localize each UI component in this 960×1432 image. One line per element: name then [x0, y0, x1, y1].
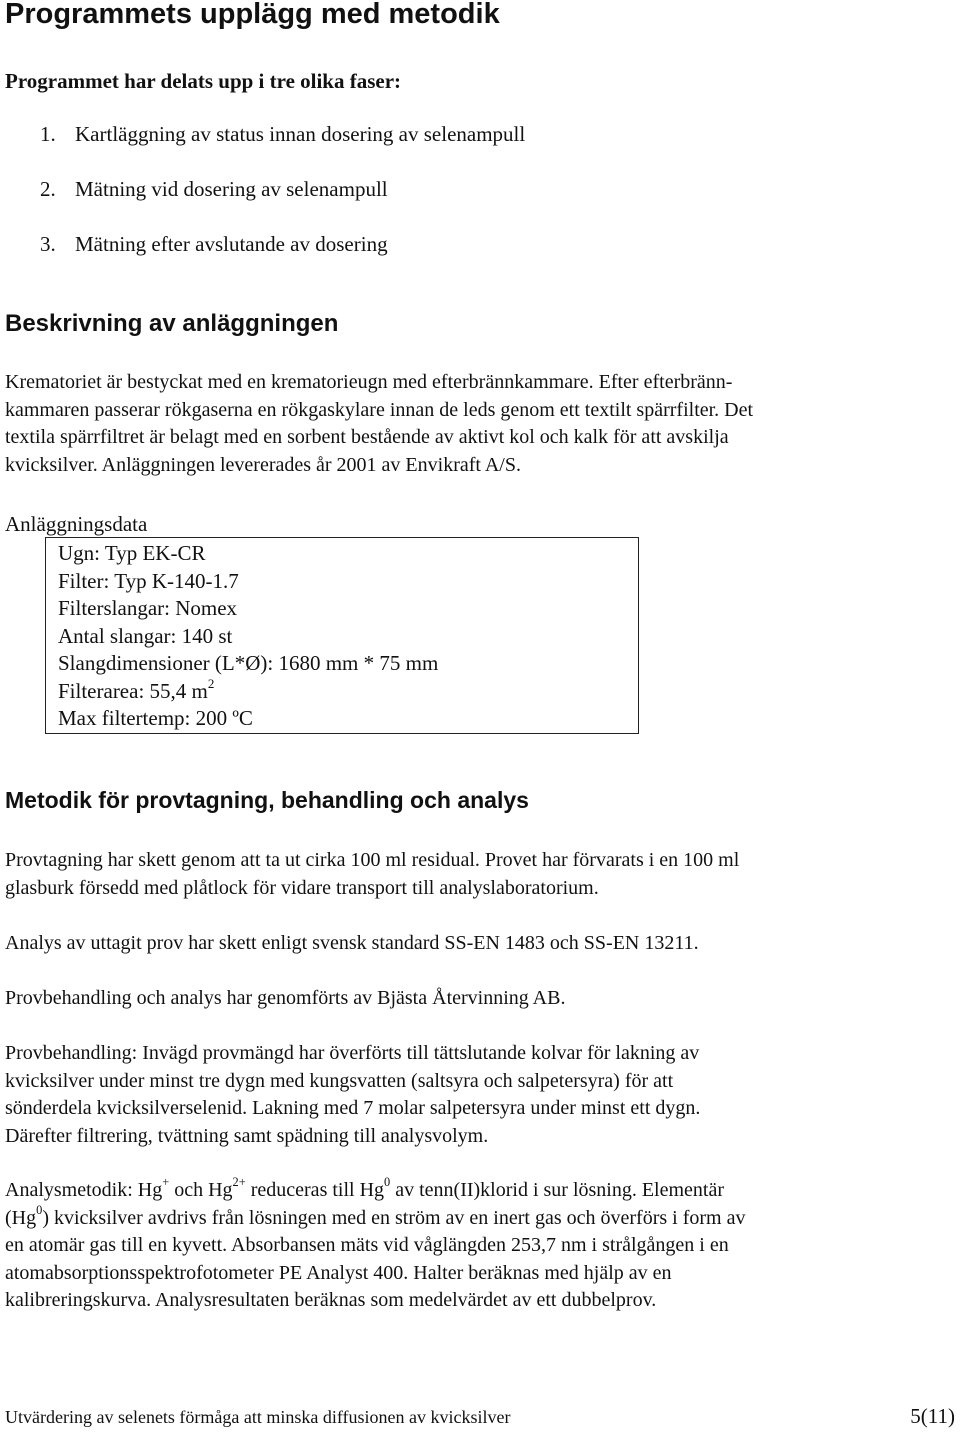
list-item — [40, 230, 525, 285]
text-line: kvicksilver. Anläggningen levererades år 2001 av Envikraft A/S. — [5, 453, 521, 476]
text-line: sönderdela kvicksilverselenid. Lakning med 7 molar salpetersyra under minst ett dygn. — [5, 1097, 701, 1119]
text-span: ) kvicksilver avdrivs från lösningen med en ström av en inert gas och överförs i form av — [42, 1206, 746, 1229]
sampling-paragraph — [5, 847, 739, 902]
facility-heading: Beskrivning av anläggningen — [5, 310, 339, 337]
facility-data-box — [45, 537, 639, 734]
facility-description — [5, 369, 753, 479]
list-number: 2. — [40, 177, 56, 201]
text-line: Därefter filtrering, tvättning samt spädning till analysvolym. — [5, 1124, 489, 1147]
text-line: glasburk försedd med plåtlock för vidare transport till analyslaboratorium. — [5, 876, 599, 899]
list-number: 3. — [40, 232, 56, 256]
data-filter: Filter: Typ K-140-1.7 — [58, 568, 239, 593]
text-line: kalibreringskurva. Analysresultaten beräknas som medelvärdet av ett dubbelprov. — [5, 1289, 657, 1311]
data-hose-count: Antal slangar: 140 st — [58, 623, 233, 648]
text-span: Analysmetodik: Hg — [5, 1179, 163, 1201]
data-max-temp: Max filtertemp: 200 ºC — [58, 706, 253, 730]
text-span: (Hg — [5, 1206, 37, 1229]
page-number: 5(11) — [910, 1404, 955, 1428]
text-line: kammaren passerar rökgaserna en rökgaskylare innan de leds genom ett textilt spärrfilter. Det — [5, 398, 754, 421]
lab-paragraph — [5, 985, 565, 1013]
phases-intro: Programmet har delats upp i tre olika faser: — [5, 69, 402, 93]
text-span: av tenn(II)klorid i sur lösning. Elementär — [390, 1179, 725, 1201]
filter-area-exponent: 2 — [207, 675, 215, 691]
data-filter-area — [58, 675, 638, 706]
text-line: Krematoriet är bestyckat med en krematorieugn med efterbrännkammare. Efter efterbränn- — [5, 371, 733, 393]
data-hose-dimension: Slangdimensioner (L*Ø): 1680 mm * 75 mm — [58, 651, 439, 675]
text-span: reduceras till Hg — [245, 1179, 385, 1201]
text-line: en atomär gas till en kyvett. Absorbansen mäts vid våglängden 253,7 nm i strålgången i en — [5, 1234, 729, 1256]
charge-superscript: + — [162, 1175, 170, 1190]
data-oven: Ugn: Typ EK-CR — [58, 541, 206, 565]
sample-treatment-paragraph — [5, 1040, 700, 1150]
text-line: Provbehandling: Invägd provmängd har överförts till tättslutande kolvar för lakning av — [5, 1042, 700, 1064]
analysis-standard-paragraph — [5, 930, 699, 958]
text-span: och Hg — [169, 1179, 233, 1201]
text-line: Provtagning har skett genom att ta ut cirka 100 ml residual. Provet har förvarats i en 100 ml — [5, 849, 740, 871]
list-item — [40, 120, 525, 175]
method-heading: Metodik för provtagning, behandling och analys — [5, 787, 529, 813]
list-text: Mätning efter avslutande av dosering — [75, 232, 388, 256]
text-line: Analys av uttagit prov har skett enligt svensk standard SS-EN 1483 och SS-EN 13211. — [5, 932, 699, 954]
text-line: kvicksilver under minst tre dygn med kungsvatten (saltsyra och salpetersyra) för att — [5, 1069, 674, 1092]
text-line — [5, 1177, 745, 1205]
charge-superscript: 0 — [384, 1175, 391, 1190]
footer-title: Utvärdering av selenets förmåga att minska diffusionen av kvicksilver — [5, 1407, 511, 1427]
page-title: Programmets upplägg med metodik — [5, 0, 500, 30]
analysis-method-paragraph — [5, 1177, 745, 1315]
text-line: atomabsorptionsspektrofotometer PE Analyst 400. Halter beräknas med hjälp av en — [5, 1261, 672, 1284]
phases-list — [40, 120, 525, 285]
list-text: Mätning vid dosering av selenampull — [75, 177, 388, 201]
filter-area-text: Filterarea: 55,4 m — [58, 678, 208, 703]
text-line: textila spärrfiltret är belagt med en sorbent bestående av aktivt kol och kalk för att avskilja — [5, 426, 729, 448]
charge-superscript: 2+ — [232, 1175, 246, 1190]
data-filter-hoses: Filterslangar: Nomex — [58, 596, 238, 620]
list-item — [40, 175, 525, 230]
facility-data-label: Anläggningsdata — [5, 512, 148, 536]
list-number: 1. — [40, 122, 56, 146]
text-line — [5, 1202, 746, 1233]
text-line: Provbehandling och analys har genomförts av Bjästa Återvinning AB. — [5, 987, 566, 1009]
charge-superscript: 0 — [36, 1202, 43, 1217]
list-text: Kartläggning av status innan dosering av selenampull — [75, 122, 526, 146]
